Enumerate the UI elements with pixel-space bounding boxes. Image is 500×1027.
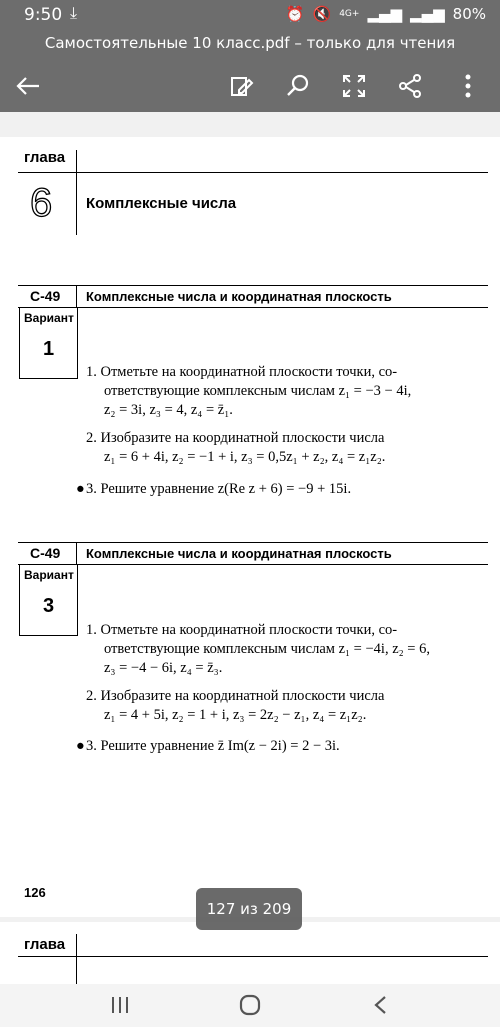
task-2-line-1: 2. Изобразите на координатной плоскости числа: [86, 430, 385, 446]
next-pdf-page[interactable]: [0, 922, 500, 984]
signal-icon: ▂▄▆: [367, 5, 403, 23]
task-3-line-1: 3. Решите уравнение z̄ Im(z − 2i) = 2 − 3i.: [86, 738, 340, 754]
task-2-line-2: z₁ = 6 + 4i, z₂ = −1 + i, z₃ = 0,5z₁ + z₂, z₄ = z₁z₂.: [104, 449, 386, 465]
search-icon[interactable]: [282, 70, 314, 102]
more-icon[interactable]: [452, 70, 484, 102]
variant-label: Вариант: [24, 568, 74, 582]
chapter-number: 6: [30, 181, 53, 225]
page-indicator: 127 из 209: [196, 888, 302, 930]
task-3-bullet-icon: ●: [76, 738, 85, 754]
toolbar: [0, 60, 500, 112]
task-1-line-3: z₂ = 3i, z₃ = 4, z₄ = z̄₁.: [104, 402, 233, 418]
task-1-line-2: ответствующие комплексным числам z₁ = −4i, z₂ = 6,: [104, 641, 430, 657]
recent-apps-icon[interactable]: [100, 988, 140, 1022]
section-code: С-49: [30, 288, 61, 304]
variant-box: [19, 307, 78, 379]
variant-number: 1: [42, 338, 55, 360]
battery-label: 80%: [452, 5, 486, 23]
document-title: Самостоятельные 10 класс.pdf – только для чтения: [0, 30, 500, 60]
variant-number: 3: [42, 595, 55, 617]
status-bar: [0, 0, 500, 30]
page-number: 126: [24, 885, 46, 900]
mute-icon: 🔇: [312, 5, 332, 23]
status-time: 9:50: [24, 5, 63, 25]
network-label: 4G+: [339, 9, 360, 19]
alarm-icon: ⏰: [285, 5, 305, 23]
home-icon[interactable]: [230, 988, 270, 1022]
signal-icon-2: ▂▄▆: [410, 5, 445, 23]
chapter-label: глава: [24, 149, 66, 166]
section-heading: Комплексные числа и координатная плоскость: [86, 289, 392, 304]
back-arrow-icon[interactable]: [12, 70, 44, 102]
task-3-line-1: 3. Решите уравнение z(Re z + 6) = −9 + 15i.: [86, 481, 352, 497]
task-2-line-1: 2. Изобразите на координатной плоскости числа: [86, 688, 385, 704]
task-1-line-3: z₃ = −4 − 6i, z₄ = z̄₃.: [104, 660, 223, 676]
section-code: С-49: [30, 545, 61, 561]
download-icon: ⤓: [70, 3, 78, 22]
variant-box: [19, 564, 78, 636]
next-chapter-label: глава: [24, 936, 66, 953]
task-2-line-2: z₁ = 4 + 5i, z₂ = 1 + i, z₃ = 2z₂ − z₁, z₄ = z₁z₂.: [104, 707, 367, 723]
edit-icon[interactable]: [226, 70, 258, 102]
task-1-line-2: ответствующие комплексным числам z₁ = −3 − 4i,: [104, 383, 412, 399]
task-1-line-1: 1. Отметьте на координатной плоскости точки, со-: [86, 364, 398, 380]
variant-label: Вариант: [24, 311, 74, 325]
chapter-title: Комплексные числа: [86, 195, 237, 212]
section-heading: Комплексные числа и координатная плоскость: [86, 546, 392, 561]
fullscreen-icon[interactable]: [338, 70, 370, 102]
pdf-page[interactable]: [0, 137, 500, 917]
status-icons: [286, 5, 486, 23]
task-3-bullet-icon: ●: [76, 481, 85, 497]
task-1-line-1: 1. Отметьте на координатной плоскости точки, со-: [86, 622, 398, 638]
back-nav-icon[interactable]: [360, 988, 400, 1022]
share-icon[interactable]: [394, 70, 426, 102]
navigation-bar: [0, 984, 500, 1027]
